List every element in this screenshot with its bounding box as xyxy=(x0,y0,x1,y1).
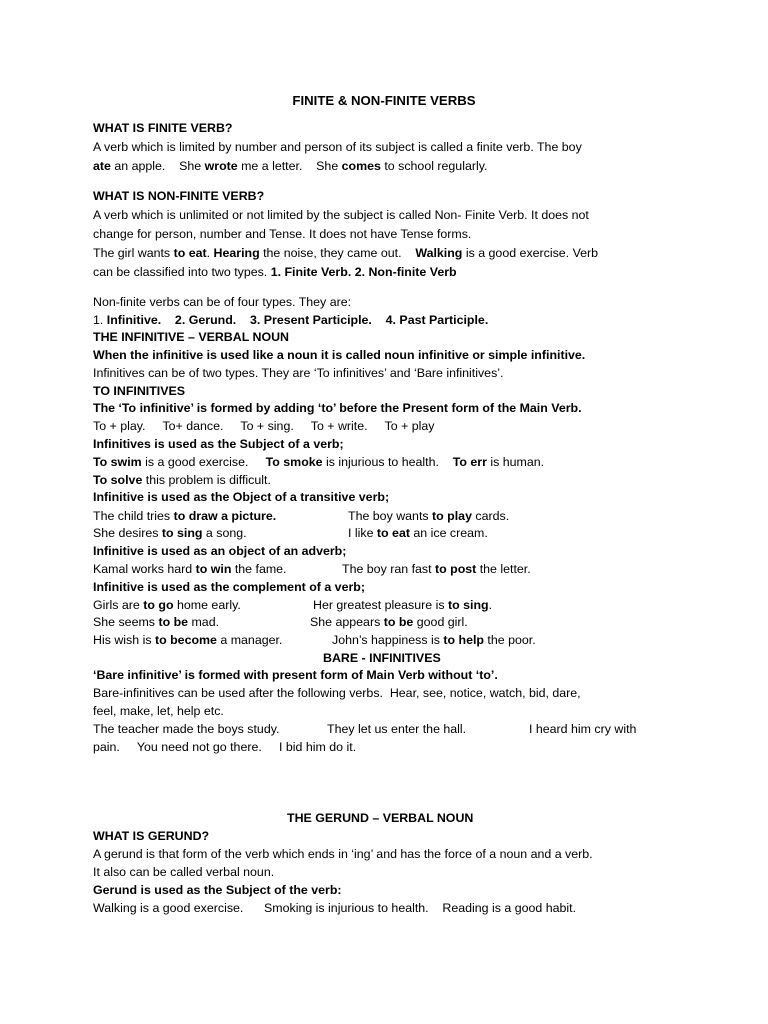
text-span: Her greatest pleasure is xyxy=(313,598,448,612)
nonfinite-heading: WHAT IS NON-FINITE VERB? xyxy=(93,189,265,203)
gerund-examples: Walking is a good exercise. Smoking is injurious to health. Reading is a good habit. xyxy=(93,901,577,915)
example-right xyxy=(310,615,468,630)
infinitive-heading: THE INFINITIVE – VERBAL NOUN xyxy=(93,330,289,344)
example-word: to sing xyxy=(447,598,489,612)
text-span: a manager. xyxy=(216,633,283,647)
text-span: the poor. xyxy=(483,633,536,647)
gerund-heading: THE GERUND – VERBAL NOUN xyxy=(287,811,474,825)
nonfinite-definition: A verb which is unlimited or not limited by the subject is called Non- Finite Verb. It does not xyxy=(93,208,589,222)
text-span: me a letter. She xyxy=(237,159,342,173)
text-span: She desires xyxy=(93,526,162,540)
example-word: Hearing xyxy=(213,246,260,260)
text-span: She seems xyxy=(93,615,159,629)
text-span: I like xyxy=(348,526,377,540)
verb-types: 1. Finite Verb. 2. Non-finite Verb xyxy=(270,265,457,279)
infinitive-types: Infinitives can be of two types. They are ‘To infinitives’ and ‘Bare infinitives’. xyxy=(93,366,504,380)
text-span: the noise, they came out. xyxy=(259,246,416,260)
page-title: FINITE & NON-FINITE VERBS xyxy=(292,93,476,108)
text-span: can be classified into two types. xyxy=(93,265,271,279)
example-left xyxy=(93,509,276,524)
example-word: to eat xyxy=(173,246,207,260)
text-span: an ice cream. xyxy=(409,526,488,540)
text-span: . xyxy=(488,598,493,612)
example-right xyxy=(313,598,492,613)
finite-examples xyxy=(93,159,487,174)
text-span: John’s happiness is xyxy=(332,633,444,647)
nonfinite-classification xyxy=(93,265,457,280)
gerund-what-heading: WHAT IS GERUND? xyxy=(93,829,210,843)
example-word: Walking xyxy=(415,246,463,260)
text-span: mad. xyxy=(188,615,220,629)
gerund-definition: A gerund is that form of the verb which ends in ‘ing’ and has the force of a noun and a verb. xyxy=(93,847,593,861)
example-left xyxy=(93,562,287,577)
text-span: the letter. xyxy=(476,562,531,576)
text-span: home early. xyxy=(173,598,241,612)
text-span: . xyxy=(206,246,214,260)
infinitive-subject-example-2 xyxy=(93,473,271,488)
types-intro: Non-finite verbs can be of four types. They are: xyxy=(93,295,352,309)
text-span: His wish is xyxy=(93,633,155,647)
types-list xyxy=(93,313,488,328)
bare-infinitives-heading: BARE - INFINITIVES xyxy=(323,651,441,665)
text-span: She appears xyxy=(310,615,384,629)
to-infinitives-heading: TO INFINITIVES xyxy=(93,384,186,398)
bare-example: They let us enter the hall. xyxy=(327,722,467,736)
text-span: The girl wants xyxy=(93,246,174,260)
bare-infinitive-rule: ‘Bare infinitive’ is formed with present form of Main Verb without ‘to’. xyxy=(93,668,498,682)
example-word: to draw a picture. xyxy=(173,509,277,523)
text-span: cards. xyxy=(471,509,510,523)
infinitive-object-heading: Infinitive is used as the Object of a transitive verb; xyxy=(93,490,390,504)
example-right xyxy=(332,633,536,648)
finite-heading: WHAT IS FINITE VERB? xyxy=(93,121,233,135)
nonfinite-definition-2: change for person, number and Tense. It does not have Tense forms. xyxy=(93,227,472,241)
example-word: to be xyxy=(383,615,414,629)
example-word: to become xyxy=(154,633,217,647)
bare-example: The teacher made the boys study. xyxy=(93,722,280,736)
example-word: to play xyxy=(432,509,472,523)
gerund-definition-2: It also can be called verbal noun. xyxy=(93,865,275,879)
example-word: to eat xyxy=(376,526,410,540)
text-span: is a good exercise. Verb xyxy=(462,246,599,260)
bare-examples-2: pain. You need not go there. I bid him do it. xyxy=(93,740,357,754)
to-infinitive-rule: The ‘To infinitive’ is formed by adding ‘to’ before the Present form of the Main Verb. xyxy=(93,401,582,415)
text-span: The child tries xyxy=(93,509,174,523)
example-word: To smoke xyxy=(265,455,323,469)
example-word: comes xyxy=(341,159,381,173)
example-word: to help xyxy=(443,633,484,647)
text-span: an apple. She xyxy=(110,159,205,173)
example-left xyxy=(93,526,247,541)
example-word: to win xyxy=(195,562,232,576)
gerund-subject-heading: Gerund is used as the Subject of the verb: xyxy=(93,883,342,897)
example-word: wrote xyxy=(204,159,238,173)
example-left xyxy=(93,598,241,613)
bare-infinitive-usage-2: feel, make, let, help etc. xyxy=(93,704,224,718)
types-names: Infinitive. 2. Gerund. 3. Present Participle. 4. Past Participle. xyxy=(106,313,489,327)
infinitive-subject-examples xyxy=(93,455,544,470)
example-word: To err xyxy=(452,455,487,469)
example-left xyxy=(93,633,282,648)
example-right xyxy=(342,562,531,577)
example-word: ate xyxy=(93,159,111,173)
example-word: To solve xyxy=(93,473,143,487)
infinitive-complement-heading: Infinitive is used as the complement of a verb; xyxy=(93,580,365,594)
example-word: to be xyxy=(158,615,189,629)
text-span: to school regularly. xyxy=(380,159,488,173)
text-span: the fame. xyxy=(231,562,287,576)
example-word: to go xyxy=(143,598,174,612)
text-span: Kamal works hard xyxy=(93,562,196,576)
example-right xyxy=(348,526,488,541)
text-span: is a good exercise. xyxy=(141,455,266,469)
text-span: this problem is difficult. xyxy=(142,473,271,487)
infinitive-definition: When the infinitive is used like a noun it is called noun infinitive or simple infinitive. xyxy=(93,348,586,362)
example-right xyxy=(348,509,509,524)
text-span: is human. xyxy=(486,455,545,469)
text-span: The boy wants xyxy=(348,509,433,523)
text-span: good girl. xyxy=(413,615,468,629)
bare-infinitive-usage: Bare-infinitives can be used after the following verbs. Hear, see, notice, watch, bid, dare, xyxy=(93,686,581,700)
example-left xyxy=(93,615,219,630)
finite-definition: A verb which is limited by number and person of its subject is called a finite verb. The boy xyxy=(93,140,582,154)
text-span: a song. xyxy=(202,526,247,540)
example-word: to sing xyxy=(161,526,203,540)
text-span: 1. xyxy=(93,313,107,327)
bare-example: I heard him cry with xyxy=(529,722,637,736)
nonfinite-examples xyxy=(93,246,598,261)
text-span: Girls are xyxy=(93,598,144,612)
to-infinitive-examples: To + play. To+ dance. To + sing. To + write. To + play xyxy=(93,419,435,433)
infinitive-adverb-heading: Infinitive is used as an object of an adverb; xyxy=(93,544,347,558)
example-word: to post xyxy=(434,562,477,576)
text-span: The boy ran fast xyxy=(342,562,435,576)
text-span: is injurious to health. xyxy=(322,455,453,469)
infinitive-subject-heading: Infinitives is used as the Subject of a verb; xyxy=(93,437,344,451)
example-word: To swim xyxy=(93,455,142,469)
